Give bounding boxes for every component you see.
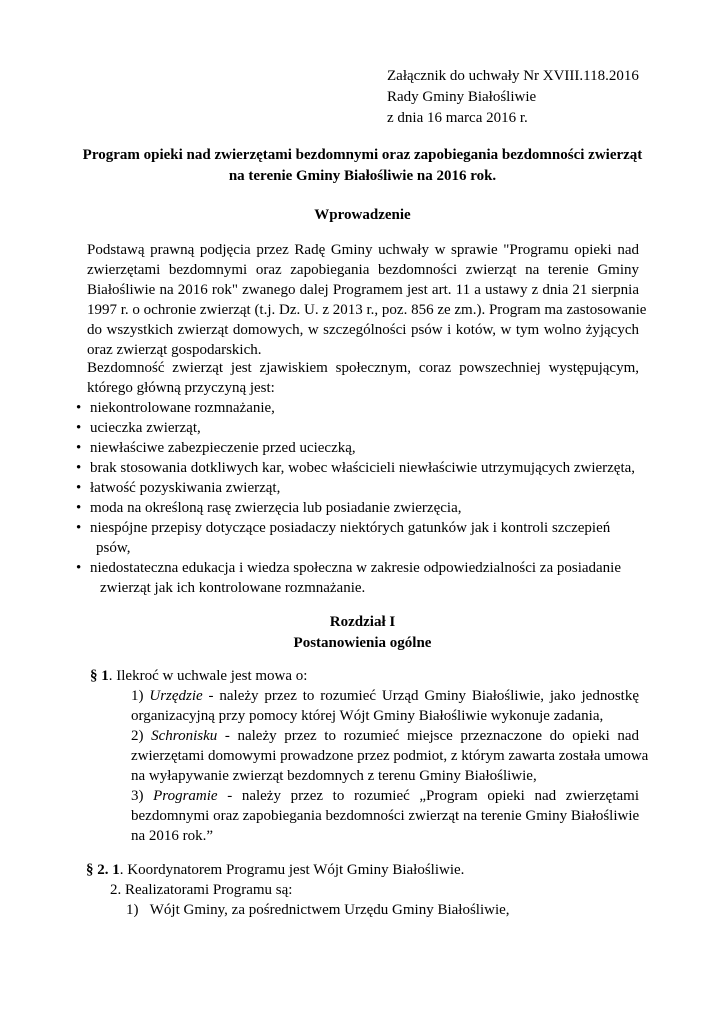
causes-list bbox=[76, 398, 656, 598]
list-item: • moda na określoną rasę zwierzęcia lub posiadanie zwierzęcia, bbox=[76, 500, 462, 516]
text-line: Bezdomność zwierząt jest zjawiskiem społecznym, coraz powszechniej występującym, bbox=[87, 360, 639, 376]
bullet-icon: • bbox=[76, 440, 82, 456]
paragraph-1-lead: § 1. Ilekroć w uchwale jest mowa o: bbox=[90, 668, 308, 684]
text-line: którego główną przyczyną jest: bbox=[87, 380, 275, 396]
definition-program: 3) Programie - należy przez to rozumieć „Program opieki nad zwierzętami bezdomnymi oraz zapobiegania bezdomności zwierząt na terenie Gminy Białośliwie na 2016 rok.” bbox=[131, 788, 640, 844]
list-item: • łatwość pozyskiwania zwierząt, bbox=[76, 480, 281, 496]
defined-term: Programie bbox=[153, 788, 218, 804]
text-line: oraz zwierząt gospodarskich. bbox=[87, 342, 262, 358]
defined-term: Urzędzie bbox=[149, 688, 203, 704]
list-item: • niekontrolowane rozmnażanie, bbox=[76, 400, 275, 416]
bullet-icon: • bbox=[76, 500, 82, 516]
intro-paragraph-1 bbox=[87, 240, 647, 360]
title-line-1: Program opieki nad zwierzętami bezdomnymi oraz zapobiegania bezdomności zwierząt bbox=[82, 147, 643, 163]
bullet-icon: • bbox=[76, 520, 82, 536]
chapter-heading bbox=[60, 612, 665, 654]
bullet-icon: • bbox=[76, 420, 82, 436]
bullet-icon: • bbox=[76, 460, 82, 476]
list-item: • niespójne przepisy dotyczące posiadaczy niektórych gatunków jak i kontroli szczepień psów, bbox=[76, 520, 611, 556]
chapter-label: Rozdział I bbox=[329, 614, 396, 630]
text-line: do wszystkich zwierząt domowych, w szczególności psów i kotów, w tym wolno żyjących bbox=[87, 322, 639, 338]
bullet-icon: • bbox=[76, 560, 82, 576]
attachment-header bbox=[387, 66, 639, 129]
list-item: • niewłaściwe zabezpieczenie przed ucieczką, bbox=[76, 440, 356, 456]
definition-schronisko: 2) Schronisku - należy przez to rozumieć miejsce przeznaczone do opieki nad zwierzętami domowymi prowadzone przez podmiot, z którym zawarta została umowa na wyłapywanie zwierząt bezdomnych z terenu Gminy Białośliwie, bbox=[131, 728, 649, 784]
definition-urzad: 1) Urzędzie - należy przez to rozumieć Urząd Gminy Białośliwie, jako jednostkę organizacyjną przy pomocy której Wójt Gminy Białośliwie wykonuje zadania, bbox=[131, 688, 640, 724]
text-line: 1997 r. o ochronie zwierząt (t.j. Dz. U. z 2013 r., poz. 856 ze zm.). Program ma zastosowanie bbox=[87, 302, 647, 318]
title-line-2: na terenie Gminy Białośliwie na 2016 rok. bbox=[228, 168, 497, 184]
header-line-resolution: Załącznik do uchwały Nr XVIII.118.2016 bbox=[387, 68, 639, 84]
paragraph-2-point-1: § 2. 1. Koordynatorem Programu jest Wójt Gminy Białośliwie. bbox=[86, 862, 465, 878]
list-item: • brak stosowania dotkliwych kar, wobec właścicieli niewłaściwie utrzymujących zwierzęta, bbox=[76, 460, 636, 476]
document-title bbox=[60, 145, 665, 187]
header-line-date: z dnia 16 marca 2016 r. bbox=[387, 110, 528, 126]
text-line: Podstawą prawną podjęcia przez Radę Gminy uchwały w sprawie "Programu opieki nad bbox=[87, 242, 639, 258]
text-line: zwierzętami bezdomnymi oraz zapobiegania bezdomności zwierząt na terenie Gminy bbox=[87, 262, 639, 278]
intro-paragraph-2 bbox=[87, 358, 639, 398]
intro-heading: Wprowadzenie bbox=[314, 207, 411, 223]
bullet-icon: • bbox=[76, 480, 82, 496]
text-line: Białośliwie na 2016 rok" zwanego dalej Programem jest art. 11 a ustawy z dnia 21 sierpnia bbox=[87, 282, 639, 298]
defined-term: Schronisku bbox=[151, 728, 218, 744]
paragraph-2-point-2: 2. Realizatorami Programu są: bbox=[110, 882, 293, 898]
section-mark: § 1 bbox=[90, 668, 109, 684]
header-line-council: Rady Gminy Białośliwie bbox=[387, 89, 537, 105]
paragraph-2-item-1: 1) Wójt Gminy, za pośrednictwem Urzędu Gminy Białośliwie, bbox=[126, 902, 510, 918]
list-item: • niedostateczna edukacja i wiedza społeczna w zakresie odpowiedzialności za posiadanie zwierząt jak ich kontrolowane rozmnażanie. bbox=[76, 560, 622, 596]
chapter-title: Postanowienia ogólne bbox=[293, 635, 432, 651]
section-mark: § 2. 1 bbox=[86, 862, 120, 878]
bullet-icon: • bbox=[76, 400, 82, 416]
list-item: • ucieczka zwierząt, bbox=[76, 420, 201, 436]
